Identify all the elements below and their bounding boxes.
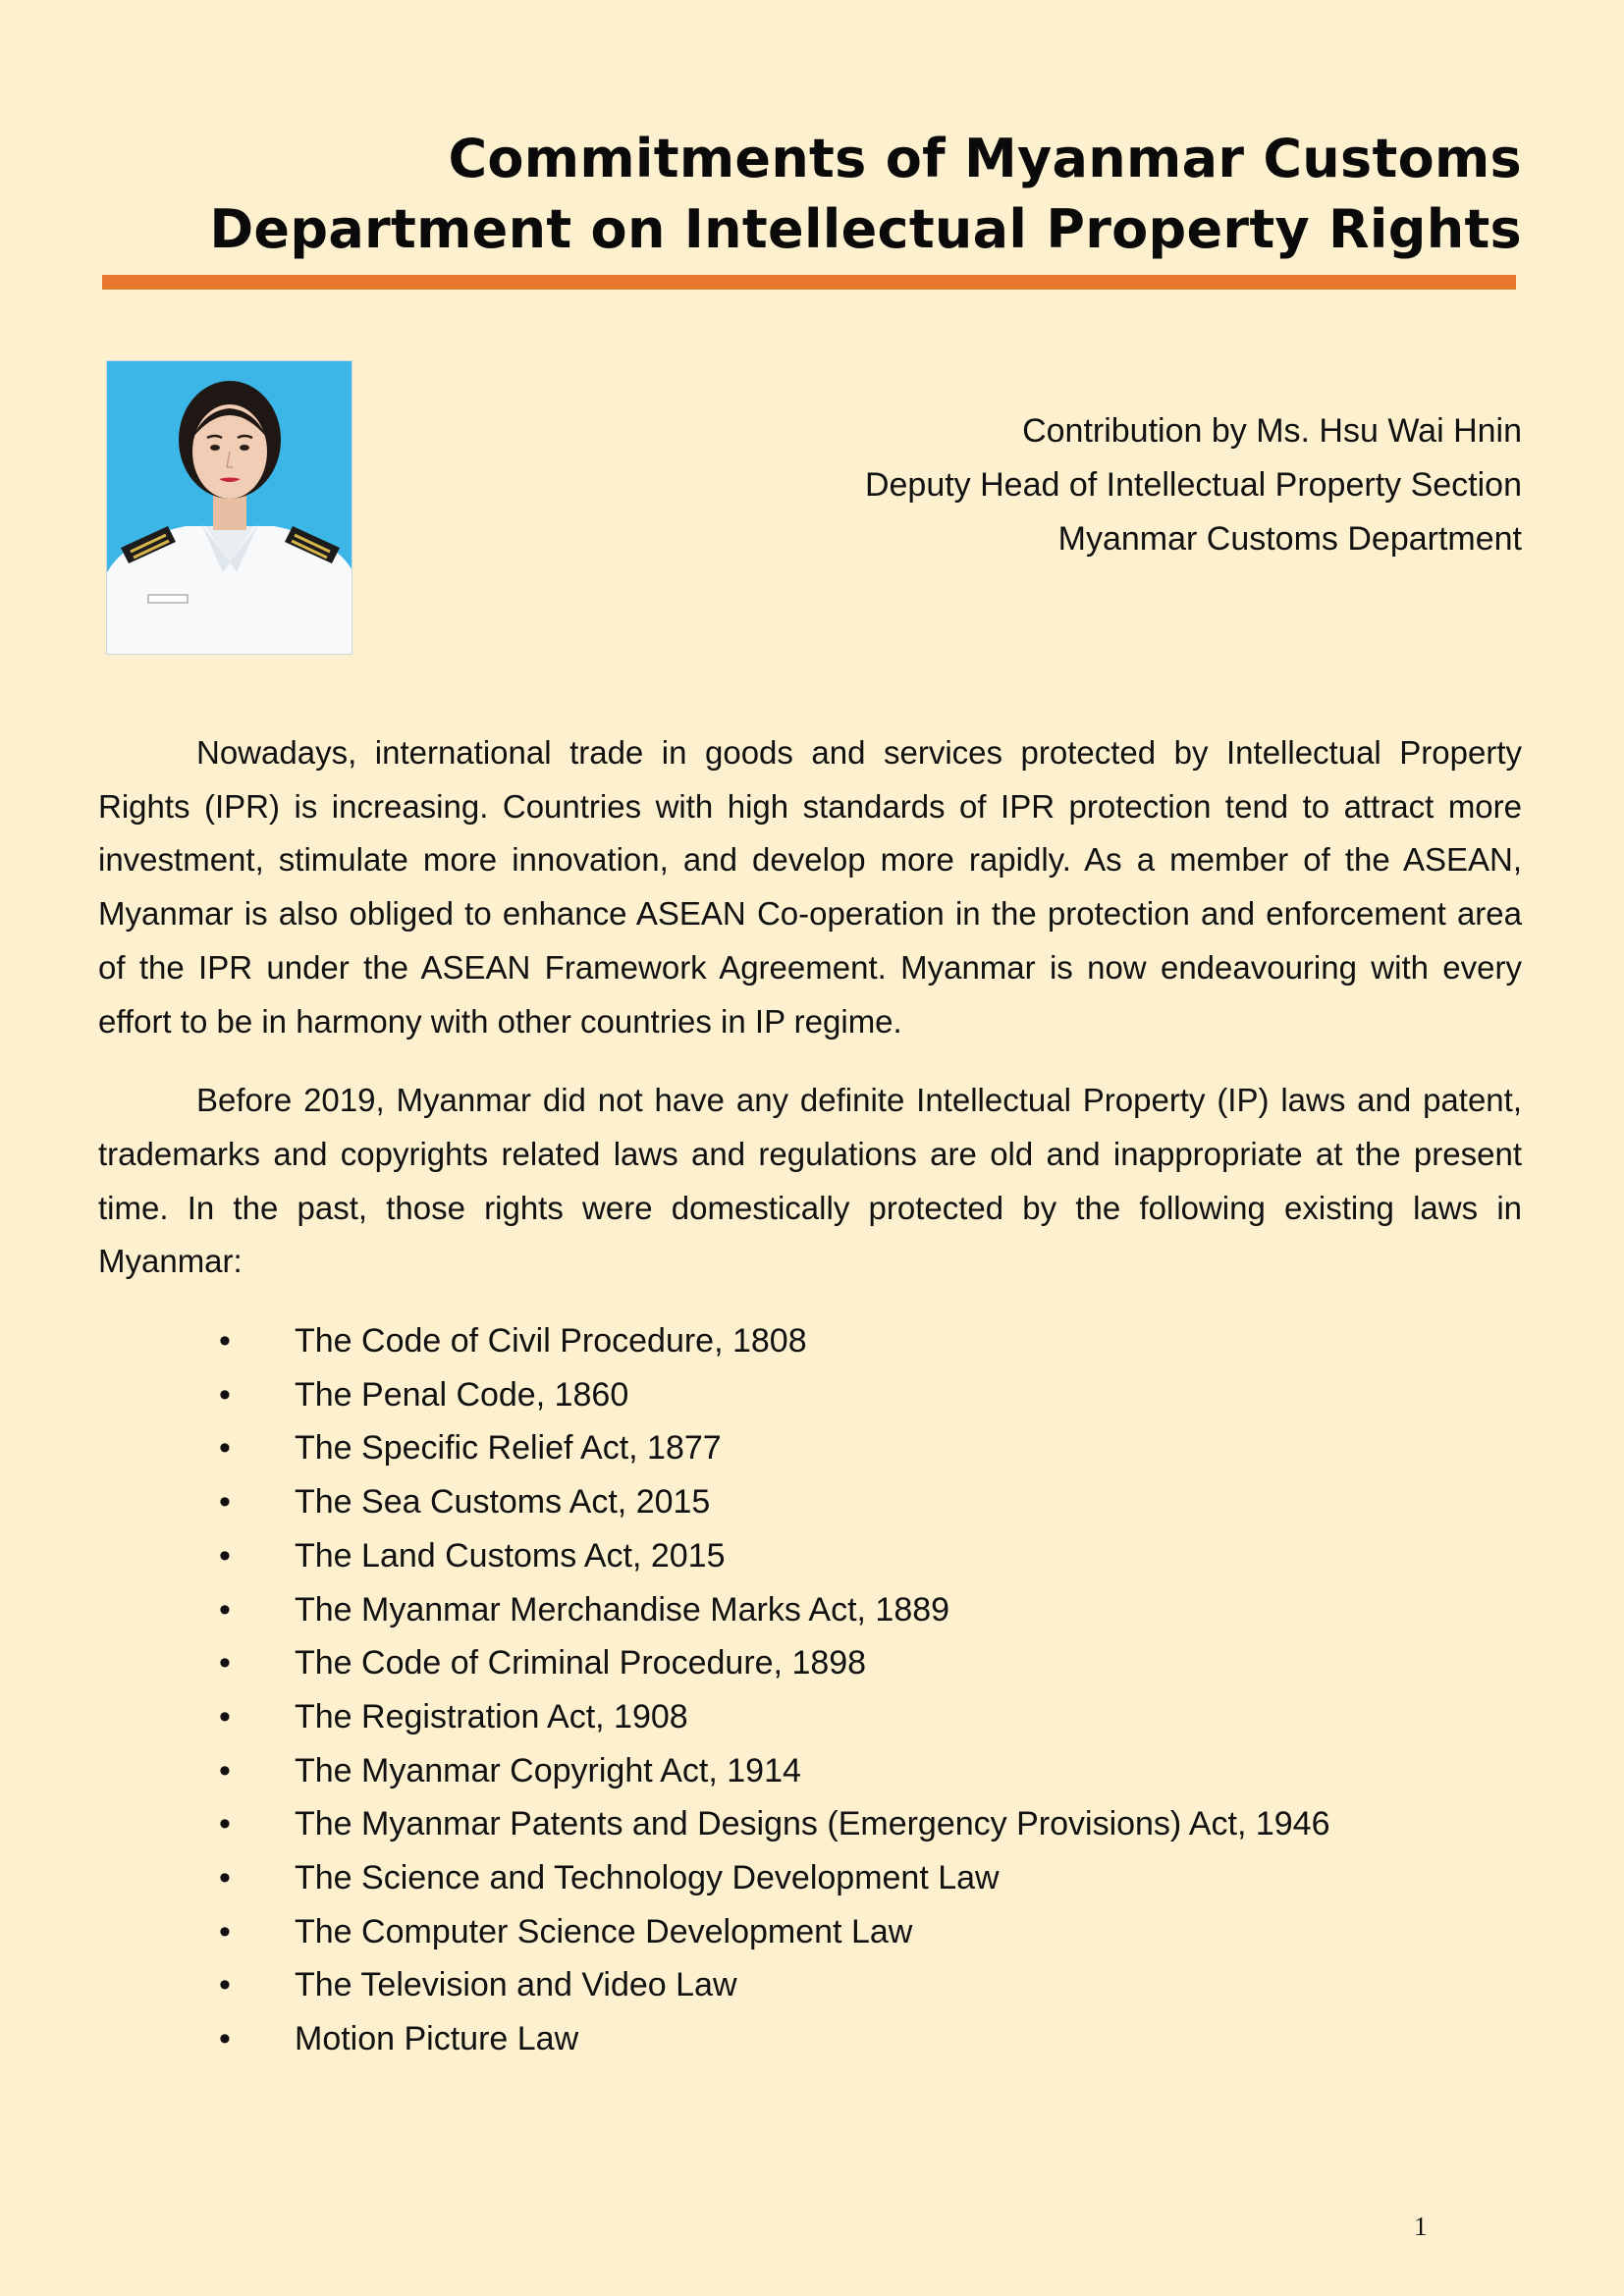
law-name: The Specific Relief Act, 1877 (295, 1429, 722, 1468)
law-name: The Code of Criminal Procedure, 1898 (295, 1644, 867, 1682)
law-name: The Computer Science Development Law (295, 1912, 913, 1950)
law-name: The Code of Civil Procedure, 1808 (295, 1322, 807, 1360)
bullet-glyph: • (219, 1805, 231, 1843)
bullet-glyph: • (219, 2020, 231, 2058)
bullet-glyph: • (219, 1536, 231, 1575)
bullet-glyph: • (219, 1751, 231, 1789)
list-item (0, 1636, 1329, 1690)
law-name: The Registration Act, 1908 (295, 1697, 688, 1735)
paragraph: Nowadays, international trade in goods and services protected by Intellectual Property Rights (IPR) is increasing. Countries with high standards of IPR protection tend to attract more investment, stimulate more innovation, and develop more rapidly. As a member of the ASEAN, Myanmar is also obliged to enhance ASEAN Co-operation in the protection and enforcement area of the IPR under the ASEAN Framework Agreement. Myanmar is now endeavouring with every effort to be in harmony with other countries in IP regime. (98, 734, 1522, 1040)
list-item (0, 1851, 1329, 1905)
title-underline-rule (102, 275, 1516, 290)
law-name: The Myanmar Merchandise Marks Act, 1889 (295, 1590, 950, 1629)
list-item (0, 1421, 1329, 1475)
list-item (0, 1797, 1329, 1851)
title-line-2: Department on Intellectual Property Rights (209, 198, 1522, 260)
bullet-glyph: • (219, 1644, 231, 1682)
existing-laws-list (0, 1314, 1329, 2066)
bullet-glyph: • (219, 1322, 231, 1360)
list-item (0, 1690, 1329, 1744)
law-name: The Television and Video Law (295, 1966, 737, 2004)
list-item (0, 1905, 1329, 1959)
law-name: The Myanmar Patents and Designs (Emergency Provisions) Act, 1946 (295, 1805, 1330, 1843)
paragraph: Before 2019, Myanmar did not have any definite Intellectual Property (IP) laws and patent, trademarks and copyrights related laws and regulations are old and inappropriate at the present time. In the past, those rights were domestically protected by the following existing laws in Myanmar: (98, 1082, 1522, 1280)
list-item (0, 1475, 1329, 1529)
list-item (0, 1368, 1329, 1422)
law-name: The Land Customs Act, 2015 (295, 1536, 726, 1575)
byline-position: Deputy Head of Intellectual Property Section (864, 466, 1522, 504)
list-item (0, 1583, 1329, 1637)
law-name: The Sea Customs Act, 2015 (295, 1483, 711, 1522)
bullet-glyph: • (219, 1912, 231, 1950)
bullet-glyph: • (219, 1859, 231, 1897)
title-line-1: Commitments of Myanmar Customs (448, 128, 1522, 189)
law-name: The Penal Code, 1860 (295, 1375, 629, 1414)
list-item (0, 1529, 1329, 1583)
bullet-glyph: • (219, 1375, 231, 1414)
byline-contributor: Contribution by Ms. Hsu Wai Hnin (1022, 412, 1522, 450)
bullet-glyph: • (219, 1966, 231, 2004)
law-name: Motion Picture Law (295, 2020, 579, 2058)
bullet-glyph: • (219, 1483, 231, 1522)
byline-department: Myanmar Customs Department (1057, 520, 1522, 558)
list-item (0, 1958, 1329, 2012)
author-byline (865, 404, 1522, 566)
bullet-glyph: • (219, 1429, 231, 1468)
bullet-glyph: • (219, 1590, 231, 1629)
article-body (98, 726, 1522, 1314)
page-number: 1 (1414, 2212, 1428, 2241)
law-name: The Science and Technology Development Law (295, 1859, 1000, 1897)
list-item (0, 2012, 1329, 2066)
bullet-glyph: • (219, 1697, 231, 1735)
page-title (147, 124, 1522, 265)
law-name: The Myanmar Copyright Act, 1914 (295, 1751, 801, 1789)
list-item (0, 1314, 1329, 1368)
author-photo (106, 360, 352, 655)
list-item (0, 1744, 1329, 1798)
